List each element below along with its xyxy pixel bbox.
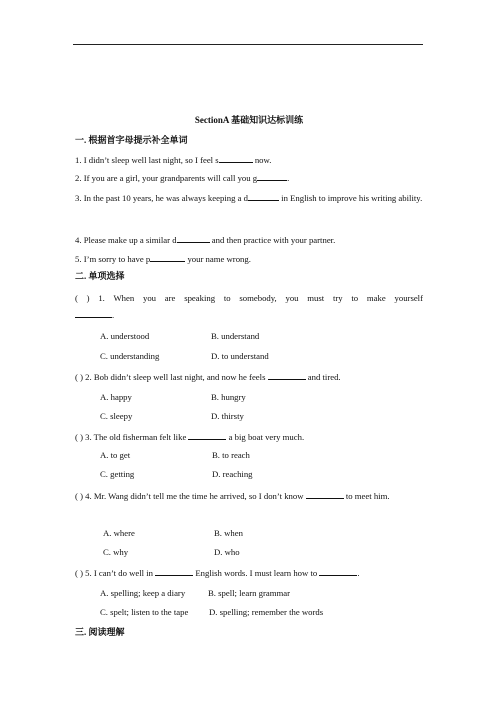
- answer-blank[interactable]: [248, 191, 279, 201]
- section3-heading: 三. 阅读理解: [75, 627, 125, 637]
- header-rule: [73, 44, 423, 45]
- fill-item-5: 5. I’m sorry to have p your name wrong.: [75, 254, 251, 264]
- answer-blank[interactable]: [268, 370, 306, 380]
- answer-blank[interactable]: [188, 430, 226, 440]
- option-d[interactable]: D. reaching: [212, 469, 253, 479]
- answer-blank[interactable]: [219, 153, 253, 163]
- option-a[interactable]: A. where: [103, 528, 135, 538]
- option-b[interactable]: B. hungry: [211, 392, 246, 402]
- section2-heading: 二. 单项选择: [75, 271, 125, 281]
- option-d[interactable]: D. who: [214, 547, 240, 557]
- option-a[interactable]: A. happy: [100, 392, 132, 402]
- answer-blank[interactable]: [155, 566, 193, 576]
- option-a[interactable]: A. to get: [100, 450, 131, 460]
- option-c[interactable]: C. why: [103, 547, 129, 557]
- answer-blank[interactable]: [150, 252, 185, 262]
- fill-item-4: 4. Please make up a similar d and then practice with your partner.: [75, 235, 336, 245]
- fill-item-2: 2. If you are a girl, your grandparents will call you g .: [75, 173, 290, 183]
- fill-item-3: 3. In the past 10 years, he was always keeping a d in English to improve his writing ability.: [75, 193, 423, 203]
- answer-blank[interactable]: [177, 233, 210, 243]
- answer-blank[interactable]: [257, 171, 287, 181]
- mc-question-1: ( ) 1. When you are speaking to somebody, you must try to make yourself .: [75, 293, 423, 320]
- option-b[interactable]: B. when: [214, 528, 243, 538]
- mc-question-3: ( ) 3. The old fisherman felt like a big boat very much.: [75, 432, 305, 442]
- answer-blank[interactable]: [75, 308, 112, 318]
- page-title: SectionA 基础知识达标训练: [194, 115, 304, 125]
- option-a[interactable]: A. understood: [100, 331, 150, 341]
- answer-blank[interactable]: [319, 566, 357, 576]
- option-d[interactable]: D. to understand: [211, 351, 269, 361]
- option-d[interactable]: D. thirsty: [211, 411, 244, 421]
- option-b[interactable]: B. to reach: [212, 450, 250, 460]
- option-c[interactable]: C. getting: [100, 469, 135, 479]
- option-b[interactable]: B. spell; learn grammar: [208, 588, 291, 598]
- mc-question-5: ( ) 5. I can’t do well in English words. I must learn how to .: [75, 568, 360, 578]
- option-b[interactable]: B. understand: [211, 331, 260, 341]
- option-c[interactable]: C. spelt; listen to the tape: [100, 607, 189, 617]
- option-d[interactable]: D. spelling; remember the words: [209, 607, 324, 617]
- mc-question-4: ( ) 4. Mr. Wang didn’t tell me the time he arrived, so I don’t know to meet him.: [75, 491, 390, 501]
- option-c[interactable]: C. understanding: [100, 351, 160, 361]
- option-a[interactable]: A. spelling; keep a diary: [100, 588, 186, 598]
- fill-item-1: 1. I didn’t sleep well last night, so I feel s now.: [75, 155, 272, 165]
- option-c[interactable]: C. sleepy: [100, 411, 133, 421]
- section1-heading: 一. 根据首字母提示补全单词: [75, 135, 188, 145]
- mc-question-2: ( ) 2. Bob didn’t sleep well last night, and now he feels and tired.: [75, 372, 341, 382]
- answer-blank[interactable]: [306, 489, 344, 499]
